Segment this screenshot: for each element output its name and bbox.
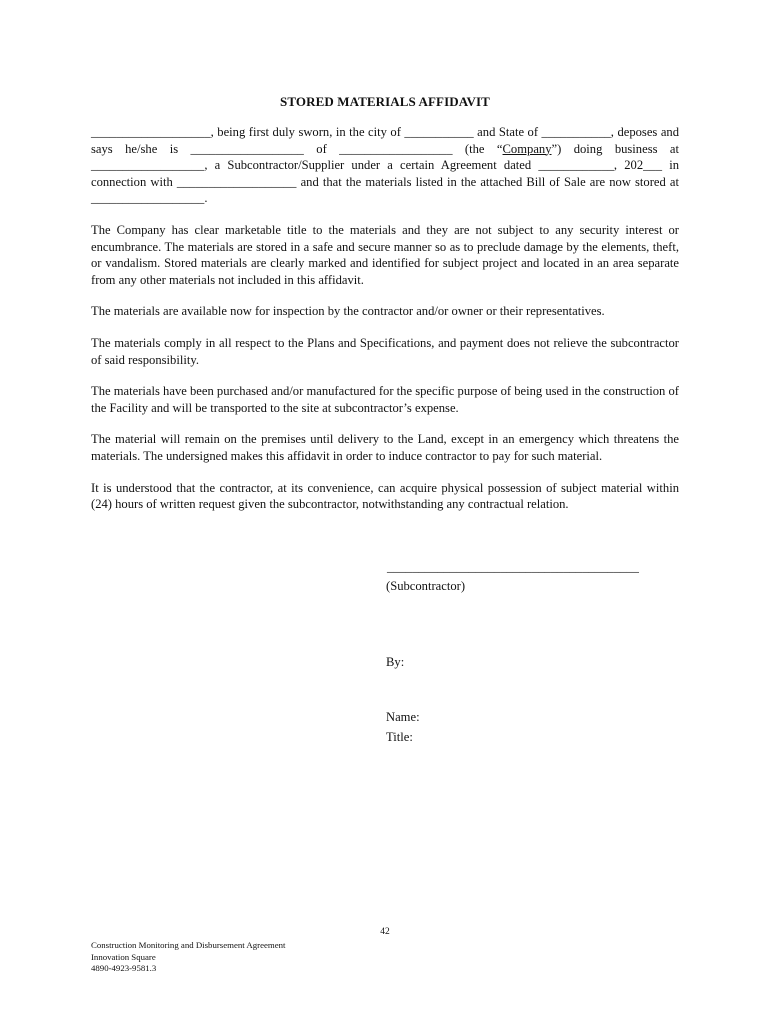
signature-caption: (Subcontractor): [386, 579, 466, 593]
intro-text-before: ___________________, being first duly sworn, in the city of ___________ and State of ___________, deposes and says he/she is __________________ of __________________ (the “: [91, 125, 679, 156]
paragraph-compliance: The materials comply in all respect to the Plans and Specifications, and payment does not relieve the subcontractor of said responsibility.: [91, 335, 679, 367]
paragraph-possession: It is understood that the contractor, at its convenience, can acquire physical possession of subject material within (24) hours of written request given the subcontractor, notwithstanding any contractual relation.: [91, 480, 679, 512]
footer-project-name: Innovation Square: [91, 951, 156, 962]
title-label: Title:: [386, 730, 413, 744]
signature-line: ________________________________________: [387, 560, 639, 574]
company-term: Company: [502, 141, 552, 156]
paragraph-inspection: The materials are available now for inspection by the contractor and/or owner or their representatives.: [91, 304, 605, 319]
footer: [91, 940, 285, 975]
paragraph-title-clear: The Company has clear marketable title to the materials and they are not subject to any security interest or encumbrance. The materials are stored in a safe and secure manner so as to preclude damage by the elements, theft, or vandalism. Stored materials are clearly marked and identified for subject project and located in an area separate from any other materials not included in this affidavit.: [91, 222, 679, 287]
page-number: 42: [380, 927, 390, 937]
by-label: By:: [386, 655, 405, 669]
name-label: Name:: [386, 710, 420, 724]
affidavit-body: [91, 124, 679, 528]
paragraph-premises: The material will remain on the premises until delivery to the Land, except in an emergency which threatens the materials. The undersigned makes this affidavit in order to induce contractor to pay for such material.: [91, 432, 679, 463]
page-title: STORED MATERIALS AFFIDAVIT: [280, 94, 490, 109]
footer-agreement-name: Construction Monitoring and Disbursement Agreement: [91, 940, 286, 950]
footer-document-id: 4890-4923-9581.3: [91, 963, 157, 974]
paragraph-purpose: The materials have been purchased and/or manufactured for the specific purpose of being used in the construction of the Facility and will be transported to the site at subcontractor’s expense.: [91, 384, 679, 415]
intro-text-after: ”) doing business at __________________, a Subcontractor/Supplier under a certain Agreement dated ____________, 202___ in connection with ___________________ and that the materials listed in the attached Bill of Sale are now stored at __________________.: [91, 141, 680, 206]
affidavit-intro-paragraph: [91, 124, 679, 207]
